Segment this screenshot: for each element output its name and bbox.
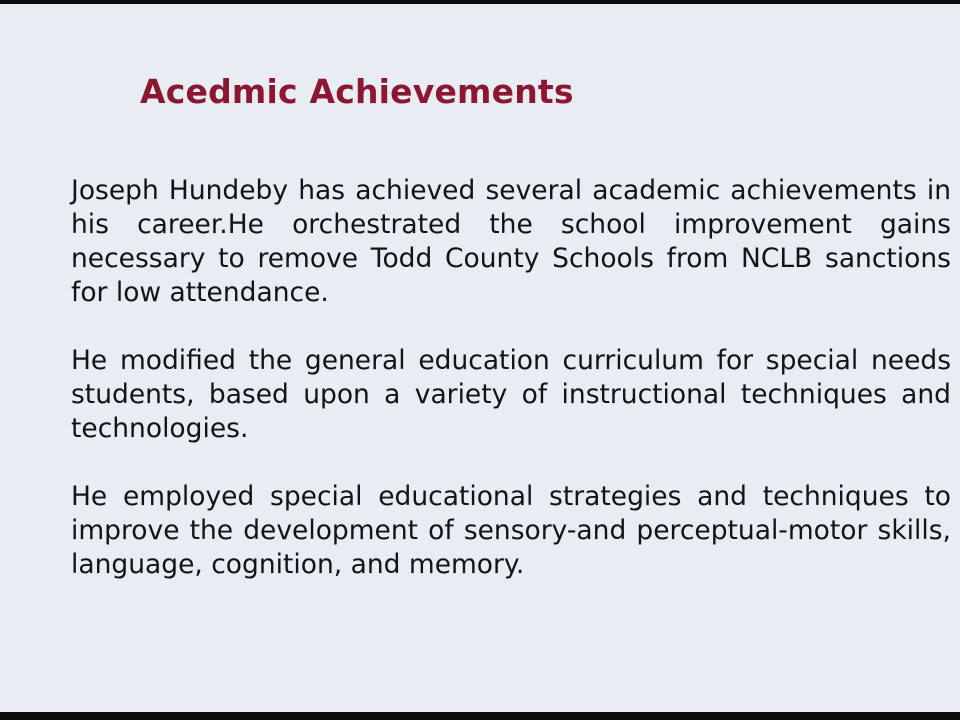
slide-title: Acedmic Achievements xyxy=(140,72,574,111)
paragraph-2: He modified the general education curriculum for special needs students, based upon a variety of instructional techniques and technologies. xyxy=(71,345,951,444)
slide xyxy=(0,4,960,712)
paragraph-3: He employed special educational strategies and techniques to improve the development of sensory-and perceptual-motor skills, language, cognition, and memory. xyxy=(71,481,951,580)
paragraph-1: Joseph Hundeby has achieved several academic achievements in his career.He orchestrated the school improvement gains necessary to remove Todd County Schools from NCLB sanctions for low attendance. xyxy=(71,175,951,308)
slide-body xyxy=(71,174,951,582)
